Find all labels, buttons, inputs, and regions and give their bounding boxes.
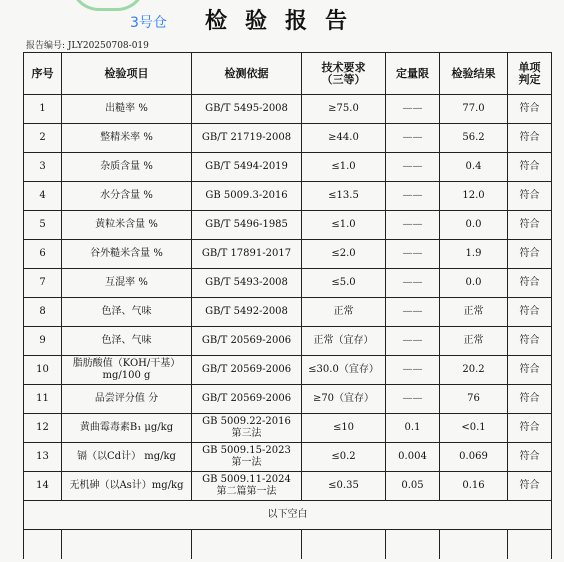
verdict-cell: 符合: [508, 414, 552, 443]
test-item-cell: 脂肪酸值（KOH/干基） mg/100 g: [62, 356, 192, 385]
column-header-item: 检验项目: [62, 53, 192, 95]
verdict-cell: 符合: [508, 385, 552, 414]
test-item-cell: 整精米率 %: [62, 124, 192, 153]
test-item-cell: 无机砷（以As计）mg/kg: [62, 472, 192, 501]
test-result-cell: 20.2: [440, 356, 508, 385]
test-method-cell: GB/T 5495-2008: [192, 95, 302, 124]
requirement-cell: 正常: [302, 298, 386, 327]
test-item-cell: 互混率 %: [62, 269, 192, 298]
empty-cell: [440, 530, 508, 559]
table-header-row: [24, 53, 552, 95]
test-item-cell: 谷外糙米含量 %: [62, 240, 192, 269]
verdict-cell: 符合: [508, 472, 552, 501]
test-method-cell: GB/T 5493-2008: [192, 269, 302, 298]
test-result-cell: 0.069: [440, 443, 508, 472]
column-header-no: 序号: [24, 53, 62, 95]
quantification-limit-cell: ——: [386, 327, 440, 356]
row-number-cell: 4: [24, 182, 62, 211]
row-number-cell: 6: [24, 240, 62, 269]
row-number-cell: 14: [24, 472, 62, 501]
test-result-cell: <0.1: [440, 414, 508, 443]
blank-remainder-row: [24, 501, 552, 530]
verdict-cell: 符合: [508, 443, 552, 472]
quantification-limit-cell: 0.05: [386, 472, 440, 501]
verdict-cell: 符合: [508, 124, 552, 153]
requirement-cell: ≥44.0: [302, 124, 386, 153]
row-number-cell: 2: [24, 124, 62, 153]
table-row: [24, 240, 552, 269]
verdict-cell: 符合: [508, 182, 552, 211]
test-result-cell: 12.0: [440, 182, 508, 211]
row-number-cell: 8: [24, 298, 62, 327]
row-number-cell: 1: [24, 95, 62, 124]
test-item-cell: 水分含量 %: [62, 182, 192, 211]
test-item-cell: 镉（以Cd计） mg/kg: [62, 443, 192, 472]
test-result-cell: 0.4: [440, 153, 508, 182]
table-row: [24, 385, 552, 414]
requirement-cell: ≤1.0: [302, 153, 386, 182]
test-result-cell: 正常: [440, 327, 508, 356]
requirement-cell: ≤30.0（宜存）: [302, 356, 386, 385]
test-result-cell: 1.9: [440, 240, 508, 269]
test-method-cell: GB/T 5492-2008: [192, 298, 302, 327]
test-method-cell: GB 5009.11-2024 第二篇第一法: [192, 472, 302, 501]
test-result-cell: 76: [440, 385, 508, 414]
quantification-limit-cell: ——: [386, 240, 440, 269]
requirement-cell: ≤2.0: [302, 240, 386, 269]
test-item-cell: 色泽、气味: [62, 298, 192, 327]
inspection-table: [23, 52, 552, 559]
requirement-cell: ≤13.5: [302, 182, 386, 211]
column-header-method: 检测依据: [192, 53, 302, 95]
test-method-cell: GB/T 17891-2017: [192, 240, 302, 269]
test-item-cell: 色泽、气味: [62, 327, 192, 356]
empty-cell: [62, 530, 192, 559]
quantification-limit-cell: 0.004: [386, 443, 440, 472]
row-number-cell: 9: [24, 327, 62, 356]
test-result-cell: 正常: [440, 298, 508, 327]
verdict-cell: 符合: [508, 240, 552, 269]
test-result-cell: 56.2: [440, 124, 508, 153]
requirement-cell: ≤1.0: [302, 211, 386, 240]
row-number-cell: 7: [24, 269, 62, 298]
report-number: 报告编号: JLY20250708-019: [26, 41, 149, 51]
table-row: [24, 153, 552, 182]
test-method-cell: GB/T 20569-2006: [192, 327, 302, 356]
test-result-cell: 77.0: [440, 95, 508, 124]
quantification-limit-cell: ——: [386, 269, 440, 298]
requirement-cell: ≥70（宜存）: [302, 385, 386, 414]
page-title: 检验报告: [205, 9, 366, 34]
test-method-cell: GB/T 20569-2006: [192, 385, 302, 414]
requirement-cell: ≤5.0: [302, 269, 386, 298]
table-row: [24, 298, 552, 327]
empty-cell: [386, 530, 440, 559]
test-method-cell: GB/T 21719-2008: [192, 124, 302, 153]
column-header-result: 检验结果: [440, 53, 508, 95]
row-number-cell: 13: [24, 443, 62, 472]
blank-remainder-note: 以下空白: [24, 501, 552, 530]
empty-cell: [302, 530, 386, 559]
test-method-cell: GB/T 5494-2019: [192, 153, 302, 182]
table-row: [24, 269, 552, 298]
quantification-limit-cell: ——: [386, 153, 440, 182]
verdict-cell: 符合: [508, 153, 552, 182]
test-result-cell: 0.0: [440, 269, 508, 298]
column-header-loq: 定量限: [386, 53, 440, 95]
verdict-cell: 符合: [508, 298, 552, 327]
table-row: [24, 443, 552, 472]
row-number-cell: 12: [24, 414, 62, 443]
row-number-cell: 10: [24, 356, 62, 385]
row-number-cell: 3: [24, 153, 62, 182]
test-method-cell: GB 5009.22-2016 第三法: [192, 414, 302, 443]
table-row: [24, 472, 552, 501]
row-number-cell: 5: [24, 211, 62, 240]
requirement-cell: ≥75.0: [302, 95, 386, 124]
quantification-limit-cell: ——: [386, 211, 440, 240]
row-number-cell: 11: [24, 385, 62, 414]
requirement-cell: ≤10: [302, 414, 386, 443]
verdict-cell: 符合: [508, 211, 552, 240]
test-item-cell: 品尝评分值 分: [62, 385, 192, 414]
column-header-verdict: 单项 判定: [508, 53, 552, 95]
column-header-requirement: 技术要求 （三等）: [302, 53, 386, 95]
requirement-cell: ≤0.35: [302, 472, 386, 501]
test-method-cell: GB/T 5496-1985: [192, 211, 302, 240]
test-result-cell: 0.0: [440, 211, 508, 240]
empty-cell: [192, 530, 302, 559]
quantification-limit-cell: ——: [386, 124, 440, 153]
requirement-cell: ≤0.2: [302, 443, 386, 472]
table-row: [24, 414, 552, 443]
test-method-cell: GB 5009.15-2023 第一法: [192, 443, 302, 472]
test-result-cell: 0.16: [440, 472, 508, 501]
test-item-cell: 黄粒米含量 %: [62, 211, 192, 240]
test-method-cell: GB 5009.3-2016: [192, 182, 302, 211]
seal-stamp: [70, 0, 146, 11]
quantification-limit-cell: ——: [386, 182, 440, 211]
table-row: [24, 95, 552, 124]
table-row: [24, 356, 552, 385]
table-row: [24, 124, 552, 153]
test-item-cell: 杂质含量 %: [62, 153, 192, 182]
test-item-cell: 黄曲霉毒素B₁ μg/kg: [62, 414, 192, 443]
test-method-cell: GB/T 20569-2006: [192, 356, 302, 385]
verdict-cell: 符合: [508, 95, 552, 124]
table-row: [24, 211, 552, 240]
empty-cell: [508, 530, 552, 559]
verdict-cell: 符合: [508, 356, 552, 385]
warehouse-label: 3号仓: [130, 15, 167, 31]
quantification-limit-cell: ——: [386, 95, 440, 124]
quantification-limit-cell: 0.1: [386, 414, 440, 443]
quantification-limit-cell: ——: [386, 298, 440, 327]
table-row: [24, 327, 552, 356]
requirement-cell: 正常（宜存）: [302, 327, 386, 356]
test-item-cell: 出糙率 %: [62, 95, 192, 124]
quantification-limit-cell: ——: [386, 385, 440, 414]
verdict-cell: 符合: [508, 327, 552, 356]
table-row: [24, 182, 552, 211]
quantification-limit-cell: ——: [386, 356, 440, 385]
empty-table-row: [24, 530, 552, 559]
verdict-cell: 符合: [508, 269, 552, 298]
empty-cell: [24, 530, 62, 559]
